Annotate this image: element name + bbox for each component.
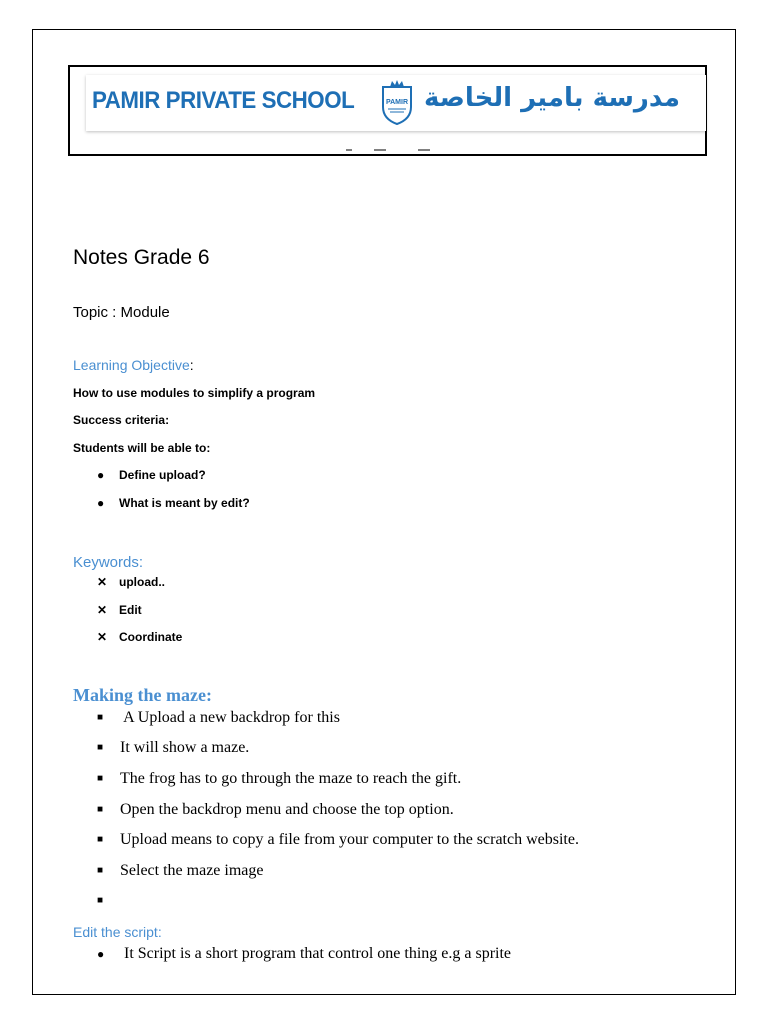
keyword-text: Coordinate: [119, 630, 183, 644]
list-item: [97, 945, 511, 963]
list-item: [97, 831, 579, 849]
list-item-text: Open the backdrop menu and choose the top option.: [120, 801, 454, 818]
list-item: [97, 801, 454, 819]
square-bullet-icon: ■: [97, 773, 104, 784]
students-able-label: Students will be able to:: [73, 441, 211, 455]
list-item-text: It Script is a short program that control one thing e.g a sprite: [120, 945, 512, 962]
header-underline-mark: [346, 146, 430, 152]
keyword-text: upload..: [119, 575, 165, 589]
topic-line: Topic : Module: [73, 304, 170, 321]
keyword-item: [97, 630, 182, 644]
square-bullet-icon: ■: [97, 834, 104, 845]
bullet-dot-icon: ●: [97, 947, 105, 961]
page-title: Notes Grade 6: [73, 246, 210, 269]
list-item: [97, 468, 206, 482]
list-item: [97, 739, 249, 757]
list-item: [97, 496, 250, 510]
edit-script-heading: Edit the script:: [73, 924, 162, 940]
list-item-text: Upload means to copy a file from your computer to the scratch website.: [120, 831, 579, 848]
school-name-english: PAMIR PRIVATE SCHOOL: [92, 87, 355, 114]
learning-objective-label: Learning Objective: [73, 357, 190, 373]
bullet-dot-icon: ●: [97, 468, 105, 482]
page-border: [32, 29, 736, 995]
square-bullet-icon: ■: [97, 865, 104, 876]
square-bullet-icon: ■: [97, 895, 104, 906]
list-item-text: It will show a maze.: [120, 739, 250, 756]
cross-mark-icon: ✕: [97, 630, 108, 644]
bullet-dot-icon: ●: [97, 496, 105, 510]
success-criteria-label: Success criteria:: [73, 413, 170, 427]
keyword-item: [97, 575, 165, 589]
school-crest-icon: [378, 79, 416, 125]
keywords-heading: Keywords:: [73, 554, 144, 571]
list-item: [97, 709, 340, 727]
cross-mark-icon: ✕: [97, 603, 108, 617]
list-item-text: Select the maze image: [120, 862, 264, 879]
list-item: [97, 862, 263, 880]
list-item: [97, 892, 120, 910]
logo-strip: [86, 75, 706, 131]
list-item-text: A Upload a new backdrop for this: [120, 709, 340, 726]
square-bullet-icon: ■: [97, 712, 104, 723]
list-item-text: What is meant by edit?: [119, 496, 250, 510]
school-name-arabic: مدرسة بامير الخاصة: [424, 83, 681, 113]
keyword-text: Edit: [119, 603, 142, 617]
list-item: [97, 770, 461, 788]
list-item-text: Define upload?: [119, 468, 206, 482]
making-maze-heading: Making the maze:: [73, 685, 212, 705]
learning-objective-heading: [73, 357, 194, 373]
keyword-item: [97, 603, 142, 617]
square-bullet-icon: ■: [97, 804, 104, 815]
list-item-text: The frog has to go through the maze to reach the gift.: [120, 770, 462, 787]
school-header-banner: [68, 65, 707, 156]
learning-objective-colon: :: [189, 357, 194, 373]
crest-text: PAMIR: [385, 99, 409, 106]
square-bullet-icon: ■: [97, 742, 104, 753]
learning-objective-text: How to use modules to simplify a program: [73, 386, 316, 400]
cross-mark-icon: ✕: [97, 575, 108, 589]
